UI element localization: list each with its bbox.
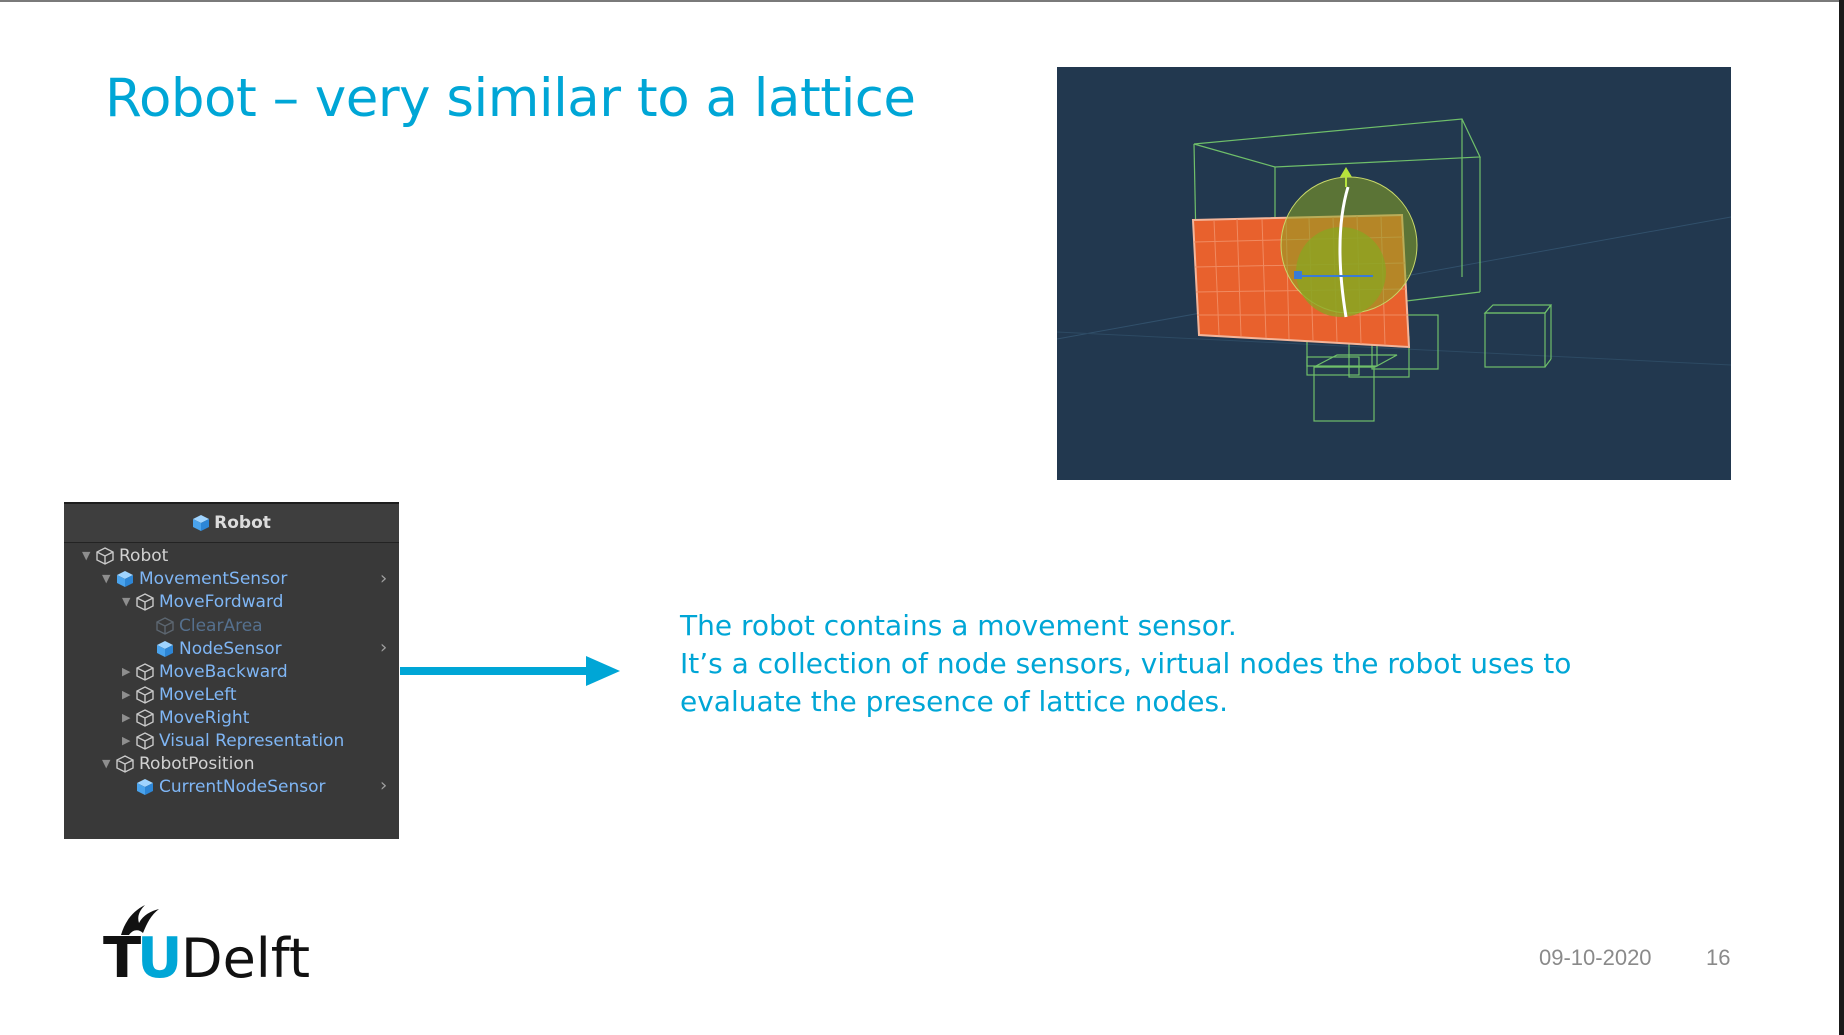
tree-item-label: MoveRight: [159, 707, 250, 728]
robot-scene-view: [1057, 67, 1731, 480]
tree-item-label: Robot: [119, 545, 169, 566]
top-border: [0, 0, 1844, 2]
page-number: 16: [1706, 945, 1731, 970]
arrow-right-icon: [400, 654, 622, 688]
gameobject-cube-icon: [116, 755, 134, 773]
expand-down-icon[interactable]: ▼: [82, 549, 91, 562]
tree-item-label: NodeSensor: [179, 638, 282, 659]
expand-down-icon[interactable]: ▼: [102, 757, 111, 770]
expand-right-icon[interactable]: ▶: [122, 734, 131, 747]
tree-item-moveright[interactable]: [122, 706, 249, 729]
gameobject-cube-icon: [136, 732, 154, 750]
tree-item-label: RobotPosition: [139, 753, 255, 774]
tree-item-currentnodesensor[interactable]: [122, 775, 326, 798]
tree-item-label: ClearArea: [179, 615, 263, 636]
chevron-right-icon[interactable]: ›: [380, 637, 388, 658]
tree-item-label: MovementSensor: [139, 568, 288, 589]
body-line: evaluate the presence of lattice nodes.: [680, 685, 1229, 718]
expand-down-icon[interactable]: ▼: [122, 595, 131, 608]
flame-icon: [103, 885, 333, 985]
gameobject-cube-icon: [136, 709, 154, 727]
tree-item-movebackward[interactable]: [122, 660, 288, 683]
gameobject-cube-icon: [96, 547, 114, 565]
hierarchy-header-label: Robot: [214, 513, 271, 533]
chevron-right-icon[interactable]: ›: [380, 568, 388, 589]
gameobject-cube-icon: [136, 593, 154, 611]
gameobject-cube-icon: [136, 686, 154, 704]
prefab-cube-icon: [192, 514, 210, 532]
tree-item-visual-representation[interactable]: [122, 729, 344, 752]
body-text: [680, 607, 1571, 721]
chevron-right-icon[interactable]: ›: [380, 775, 388, 796]
slide-title: Robot – very similar to a lattice: [105, 68, 916, 129]
prefab-cube-icon: [136, 778, 154, 796]
expand-down-icon[interactable]: ▼: [102, 572, 111, 585]
tree-item-moveleft[interactable]: [122, 683, 237, 706]
tree-item-robot[interactable]: [82, 544, 168, 567]
tree-item-label: MoveFordward: [159, 591, 284, 612]
gameobject-cube-icon: [136, 663, 154, 681]
tree-item-label: MoveLeft: [159, 684, 237, 705]
expand-right-icon[interactable]: ▶: [122, 711, 131, 724]
tree-item-movementsensor[interactable]: [102, 567, 287, 590]
right-border: [1839, 0, 1844, 1035]
logo-delft: Delft: [181, 927, 311, 985]
hierarchy-panel: [64, 502, 399, 839]
tree-item-cleararea[interactable]: [142, 614, 263, 637]
prefab-cube-icon: [116, 570, 134, 588]
tree-item-movefordward[interactable]: [122, 590, 283, 613]
logo-u: U: [137, 926, 183, 985]
prefab-cube-icon: [156, 640, 174, 658]
robot-scene-illustration: [1057, 67, 1731, 480]
slide-date: 09-10-2020: [1539, 945, 1652, 970]
tree-item-label: Visual Representation: [159, 730, 345, 751]
body-line: It’s a collection of node sensors, virtual nodes the robot uses to: [680, 647, 1572, 680]
body-line: The robot contains a movement sensor.: [680, 609, 1237, 642]
tu-delft-logo: [103, 885, 333, 990]
expand-right-icon[interactable]: ▶: [122, 688, 131, 701]
tree-item-label: MoveBackward: [159, 661, 288, 682]
tree-item-nodesensor[interactable]: [142, 637, 282, 660]
tree-item-label: CurrentNodeSensor: [159, 776, 326, 797]
hierarchy-header: [64, 504, 399, 543]
tree-item-robotposition[interactable]: [102, 752, 255, 775]
gameobject-cube-icon: [156, 617, 174, 635]
expand-right-icon[interactable]: ▶: [122, 665, 131, 678]
logo-t: T: [103, 926, 142, 985]
